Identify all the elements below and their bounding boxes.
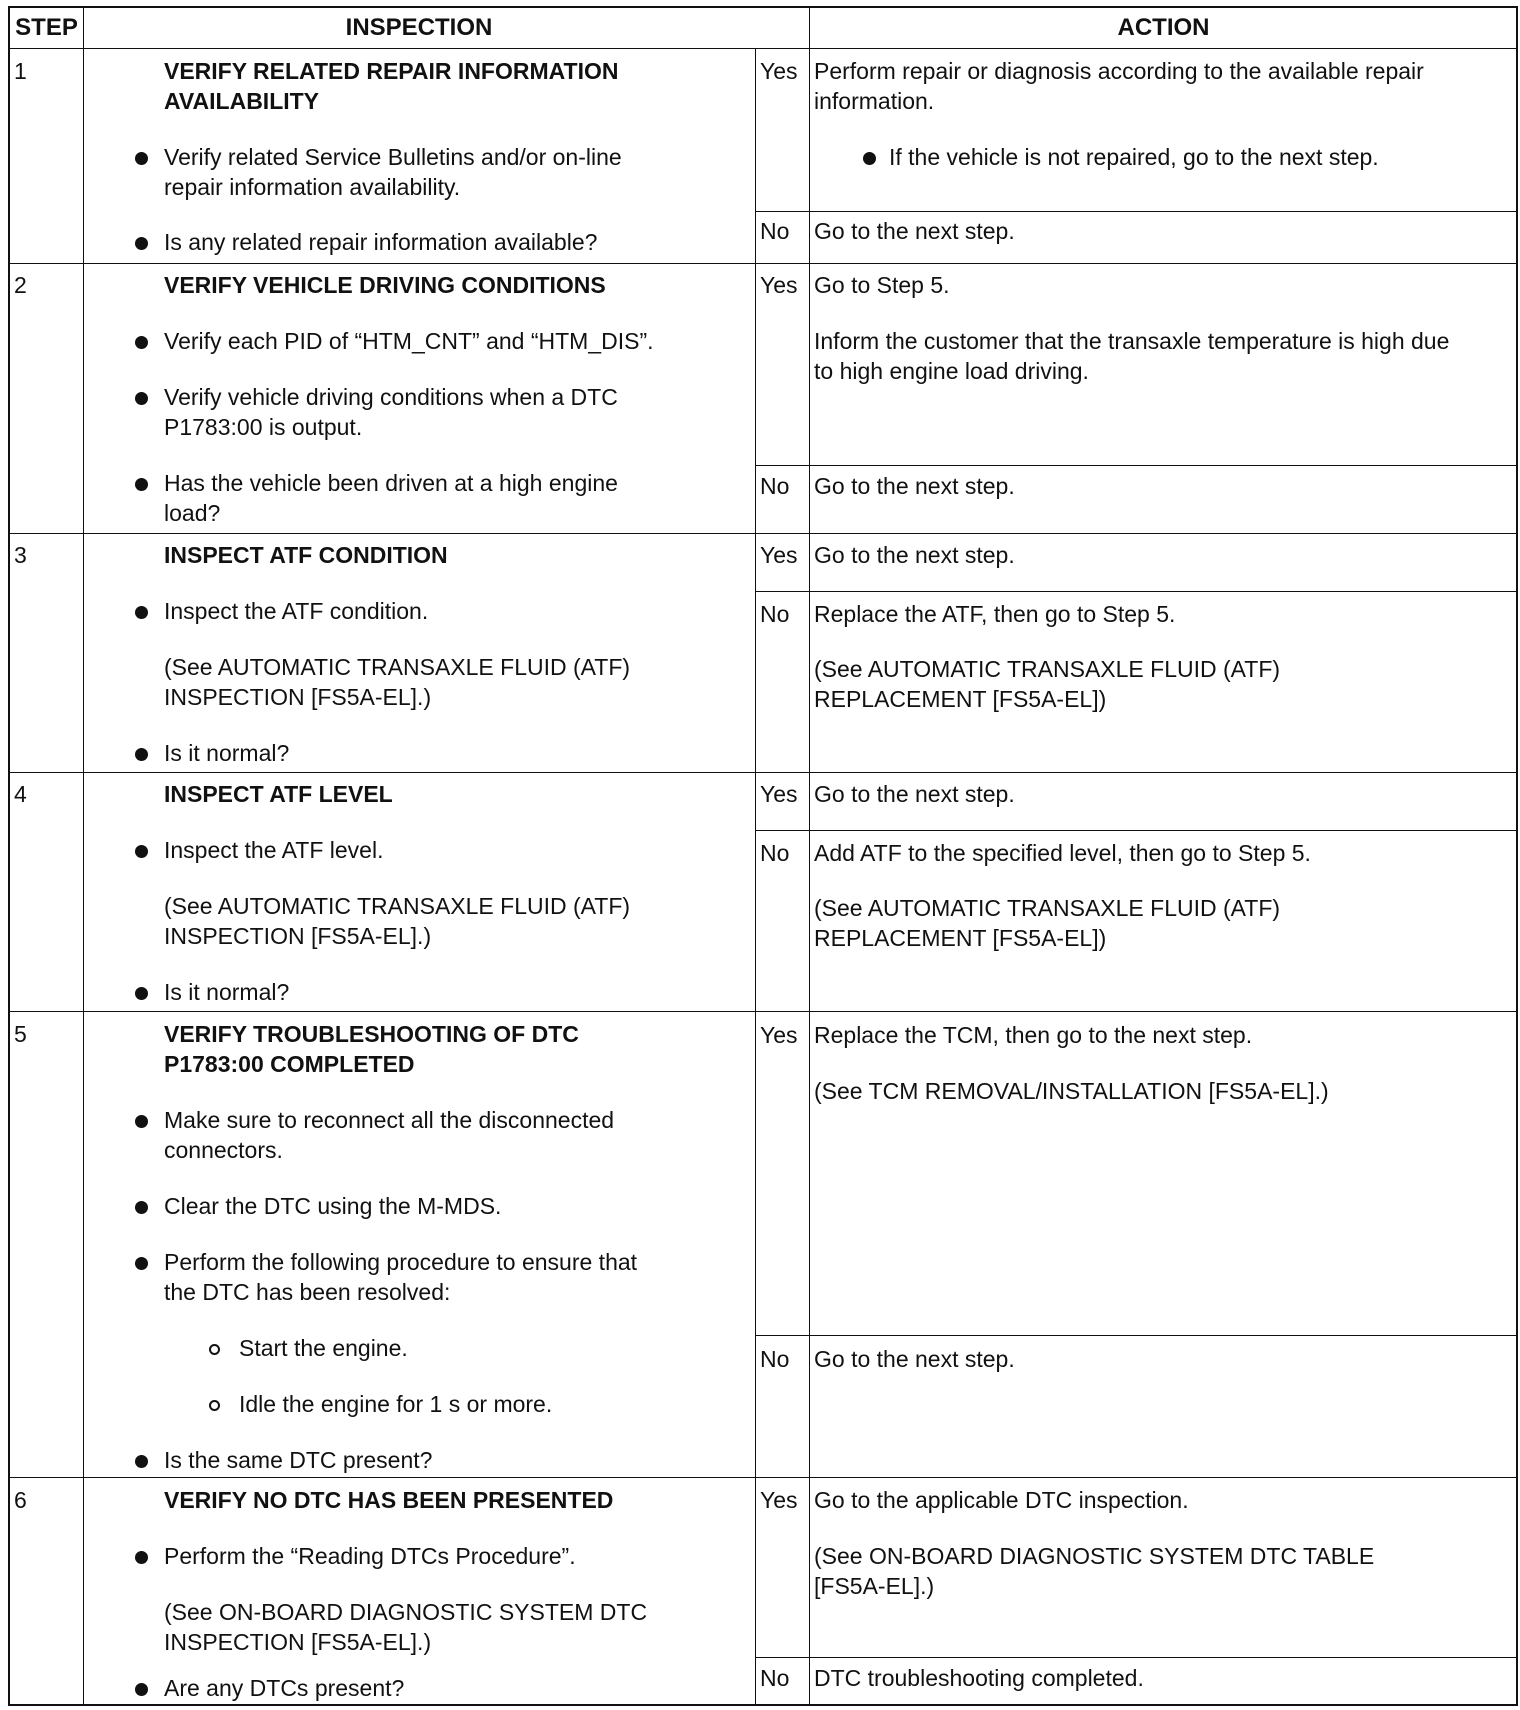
- no-label: No: [760, 218, 790, 244]
- bullet-icon: [135, 845, 148, 858]
- no-action: Go to the next step.: [814, 1346, 1015, 1372]
- step-title: VERIFY VEHICLE DRIVING CONDITIONS: [164, 272, 606, 298]
- bullet-icon: [135, 1201, 148, 1214]
- step-number: 2: [14, 272, 27, 298]
- step-number: 6: [14, 1487, 27, 1513]
- no-label: No: [760, 1346, 790, 1372]
- sub-bullet-text: Idle the engine for 1 s or more.: [239, 1391, 553, 1417]
- header-separator: [10, 48, 1516, 49]
- yes-no-separator: [755, 591, 1516, 592]
- step-number: 5: [14, 1021, 27, 1047]
- step-title: INSPECT ATF LEVEL: [164, 781, 393, 807]
- yes-no-separator: [755, 465, 1516, 466]
- step-number: 1: [14, 58, 27, 84]
- reference-text: INSPECTION [FS5A-EL].): [164, 684, 432, 710]
- bullet-text: P1783:00 is output.: [164, 414, 363, 440]
- step-title: VERIFY NO DTC HAS BEEN PRESENTED: [164, 1487, 614, 1513]
- bullet-icon: [135, 152, 148, 165]
- header-step: STEP: [15, 14, 78, 41]
- bullet-text: Perform the “Reading DTCs Procedure”.: [164, 1543, 576, 1569]
- yes-label: Yes: [760, 272, 798, 298]
- bullet-icon: [135, 987, 148, 1000]
- bullet-icon: [135, 237, 148, 250]
- row-separator: [10, 533, 1516, 534]
- row-separator: [10, 1477, 1516, 1478]
- row-separator: [10, 772, 1516, 773]
- bullet-icon: [135, 478, 148, 491]
- bullet-text: Make sure to reconnect all the disconnected: [164, 1107, 615, 1133]
- yes-no-separator: [755, 830, 1516, 831]
- no-label: No: [760, 473, 790, 499]
- yes-action: Perform repair or diagnosis according to the available repair: [814, 58, 1424, 84]
- row-separator: [10, 263, 1516, 264]
- header-action: ACTION: [1117, 14, 1210, 41]
- bullet-text: repair information availability.: [164, 174, 461, 200]
- yes-action: Go to the next step.: [814, 542, 1015, 568]
- no-action: Go to the next step.: [814, 473, 1015, 499]
- step-title: VERIFY TROUBLESHOOTING OF DTC: [164, 1021, 579, 1047]
- bullet-text: load?: [164, 500, 221, 526]
- yes-action: information.: [814, 88, 935, 114]
- step-title: AVAILABILITY: [164, 88, 320, 114]
- no-action: Add ATF to the specified level, then go to Step 5.: [814, 840, 1311, 866]
- no-label: No: [760, 840, 790, 866]
- bullet-icon: [135, 1257, 148, 1270]
- yes-no-separator: [755, 1657, 1516, 1658]
- bullet-text: Are any DTCs present?: [164, 1675, 405, 1701]
- inspection-table: [8, 6, 1518, 1706]
- yes-label: Yes: [760, 1487, 798, 1513]
- step-title: INSPECT ATF CONDITION: [164, 542, 448, 568]
- sub-bullet-text: Start the engine.: [239, 1335, 408, 1361]
- no-action: REPLACEMENT [FS5A-EL]): [814, 686, 1107, 712]
- reference-text: (See AUTOMATIC TRANSAXLE FLUID (ATF): [164, 893, 631, 919]
- bullet-text: Inspect the ATF level.: [164, 837, 384, 863]
- step-title: VERIFY RELATED REPAIR INFORMATION: [164, 58, 619, 84]
- yes-action: Replace the TCM, then go to the next step.: [814, 1022, 1253, 1048]
- reference-text: INSPECTION [FS5A-EL].): [164, 923, 432, 949]
- no-label: No: [760, 1665, 790, 1691]
- step-title: P1783:00 COMPLETED: [164, 1051, 415, 1077]
- bullet-text: Verify related Service Bulletins and/or on-line: [164, 144, 622, 170]
- step-number: 4: [14, 781, 27, 807]
- no-action: (See AUTOMATIC TRANSAXLE FLUID (ATF): [814, 656, 1281, 682]
- sub-bullet-icon: [209, 1344, 220, 1355]
- bullet-icon: [135, 606, 148, 619]
- bullet-text: Verify vehicle driving conditions when a DTC: [164, 384, 618, 410]
- step-number: 3: [14, 542, 27, 568]
- yes-action: [FS5A-EL].): [814, 1573, 935, 1599]
- bullet-icon: [863, 152, 876, 165]
- yes-label: Yes: [760, 58, 798, 84]
- yes-label: Yes: [760, 542, 798, 568]
- yes-action: Inform the customer that the transaxle temperature is high due: [814, 328, 1450, 354]
- yes-action-bullet: If the vehicle is not repaired, go to the next step.: [889, 144, 1379, 170]
- bullet-icon: [135, 748, 148, 761]
- yes-action: Go to the next step.: [814, 781, 1015, 807]
- col-divider-yesno: [755, 48, 756, 1704]
- bullet-text: Perform the following procedure to ensure that: [164, 1249, 638, 1275]
- header-inspection: INSPECTION: [345, 14, 493, 41]
- no-label: No: [760, 601, 790, 627]
- bullet-text: connectors.: [164, 1137, 283, 1163]
- no-action: DTC troubleshooting completed.: [814, 1665, 1144, 1691]
- bullet-icon: [135, 1551, 148, 1564]
- no-action: REPLACEMENT [FS5A-EL]): [814, 925, 1107, 951]
- yes-label: Yes: [760, 781, 798, 807]
- yes-action: (See ON-BOARD DIAGNOSTIC SYSTEM DTC TABLE: [814, 1543, 1375, 1569]
- reference-text: (See AUTOMATIC TRANSAXLE FLUID (ATF): [164, 654, 631, 680]
- bullet-text: Is any related repair information available?: [164, 229, 598, 255]
- bullet-icon: [135, 1455, 148, 1468]
- yes-no-separator: [755, 211, 1516, 212]
- no-action: Go to the next step.: [814, 218, 1015, 244]
- bullet-icon: [135, 392, 148, 405]
- bullet-icon: [135, 1683, 148, 1696]
- bullet-text: Is it normal?: [164, 740, 290, 766]
- yes-no-separator: [755, 1335, 1516, 1336]
- reference-text: INSPECTION [FS5A-EL].): [164, 1629, 432, 1655]
- bullet-text: Is it normal?: [164, 979, 290, 1005]
- reference-text: (See ON-BOARD DIAGNOSTIC SYSTEM DTC: [164, 1599, 648, 1625]
- bullet-text: Clear the DTC using the M-MDS.: [164, 1193, 502, 1219]
- no-action: (See AUTOMATIC TRANSAXLE FLUID (ATF): [814, 895, 1281, 921]
- yes-action: (See TCM REMOVAL/INSTALLATION [FS5A-EL].): [814, 1078, 1329, 1104]
- bullet-icon: [135, 336, 148, 349]
- bullet-text: the DTC has been resolved:: [164, 1279, 451, 1305]
- yes-action: to high engine load driving.: [814, 358, 1089, 384]
- yes-action: Go to Step 5.: [814, 272, 950, 298]
- sub-bullet-icon: [209, 1400, 220, 1411]
- bullet-text: Verify each PID of “HTM_CNT” and “HTM_DIS”.: [164, 328, 654, 354]
- yes-label: Yes: [760, 1022, 798, 1048]
- bullet-text: Inspect the ATF condition.: [164, 598, 429, 624]
- bullet-text: Is the same DTC present?: [164, 1447, 433, 1473]
- bullet-text: Has the vehicle been driven at a high engine: [164, 470, 618, 496]
- no-action: Replace the ATF, then go to Step 5.: [814, 601, 1176, 627]
- row-separator: [10, 1011, 1516, 1012]
- bullet-icon: [135, 1115, 148, 1128]
- yes-action: Go to the applicable DTC inspection.: [814, 1487, 1189, 1513]
